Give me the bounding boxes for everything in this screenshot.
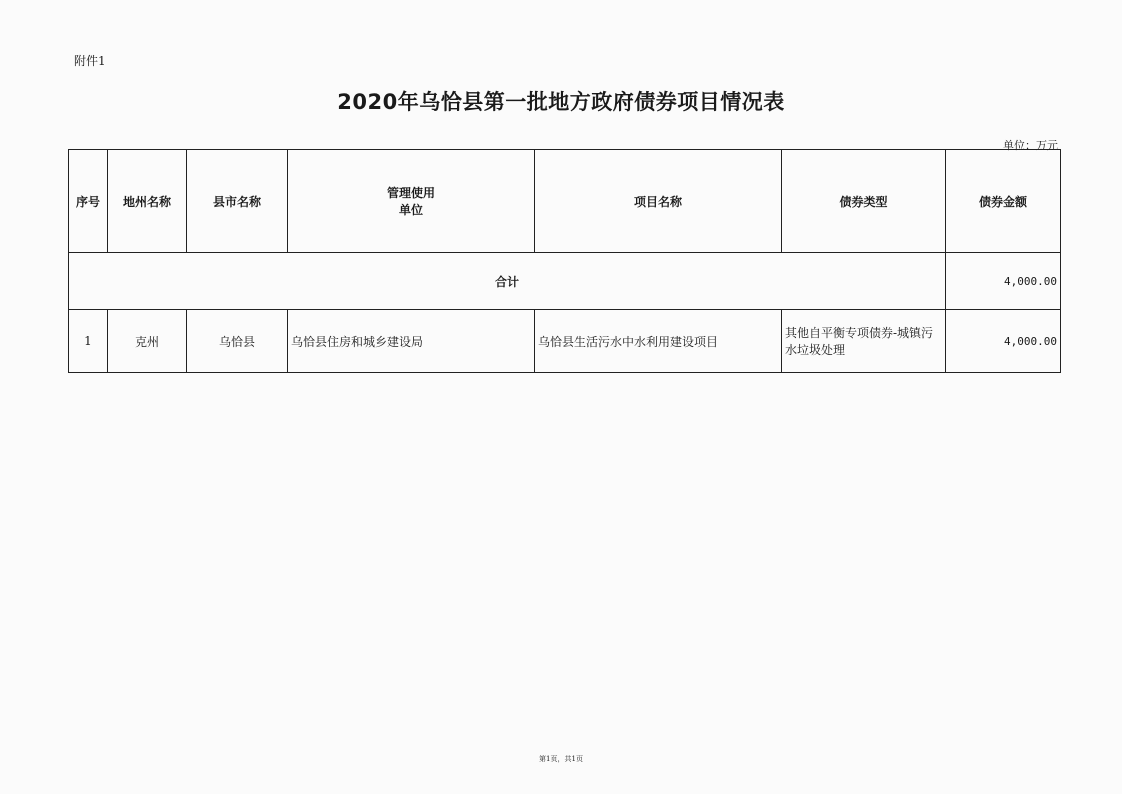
cell-project-name: 乌恰县生活污水中水利用建设项目 (535, 310, 782, 373)
bond-project-table (68, 149, 1061, 373)
cell-prefecture: 克州 (108, 310, 187, 373)
total-label: 合计 (69, 253, 946, 310)
total-row (69, 253, 1061, 310)
cell-bond-amount: 4,000.00 (946, 310, 1061, 373)
header-project-name: 项目名称 (535, 150, 782, 253)
header-seq: 序号 (69, 150, 108, 253)
header-bond-type: 债券类型 (782, 150, 946, 253)
header-prefecture: 地州名称 (108, 150, 187, 253)
header-management-unit (288, 150, 535, 253)
attachment-label: 附件1 (74, 54, 106, 68)
cell-management-unit: 乌恰县住房和城乡建设局 (288, 310, 535, 373)
unit-label: 单位：万元 (1003, 139, 1058, 152)
header-management-unit-line1: 管理使用 (386, 186, 435, 200)
cell-seq: 1 (69, 310, 108, 373)
page-title: 2020年乌恰县第一批地方政府债券项目情况表 (337, 90, 785, 114)
page-footer: 第1页，共1页 (539, 755, 583, 763)
cell-bond-type: 其他自平衡专项债券-城镇污水垃圾处理 (782, 310, 946, 373)
table-header-row (69, 150, 1061, 253)
table-row (69, 310, 1061, 373)
total-amount: 4,000.00 (946, 253, 1061, 310)
header-management-unit-line2: 单位 (398, 203, 423, 217)
cell-county: 乌恰县 (187, 310, 288, 373)
header-county: 县市名称 (187, 150, 288, 253)
header-bond-amount: 债券金额 (946, 150, 1061, 253)
